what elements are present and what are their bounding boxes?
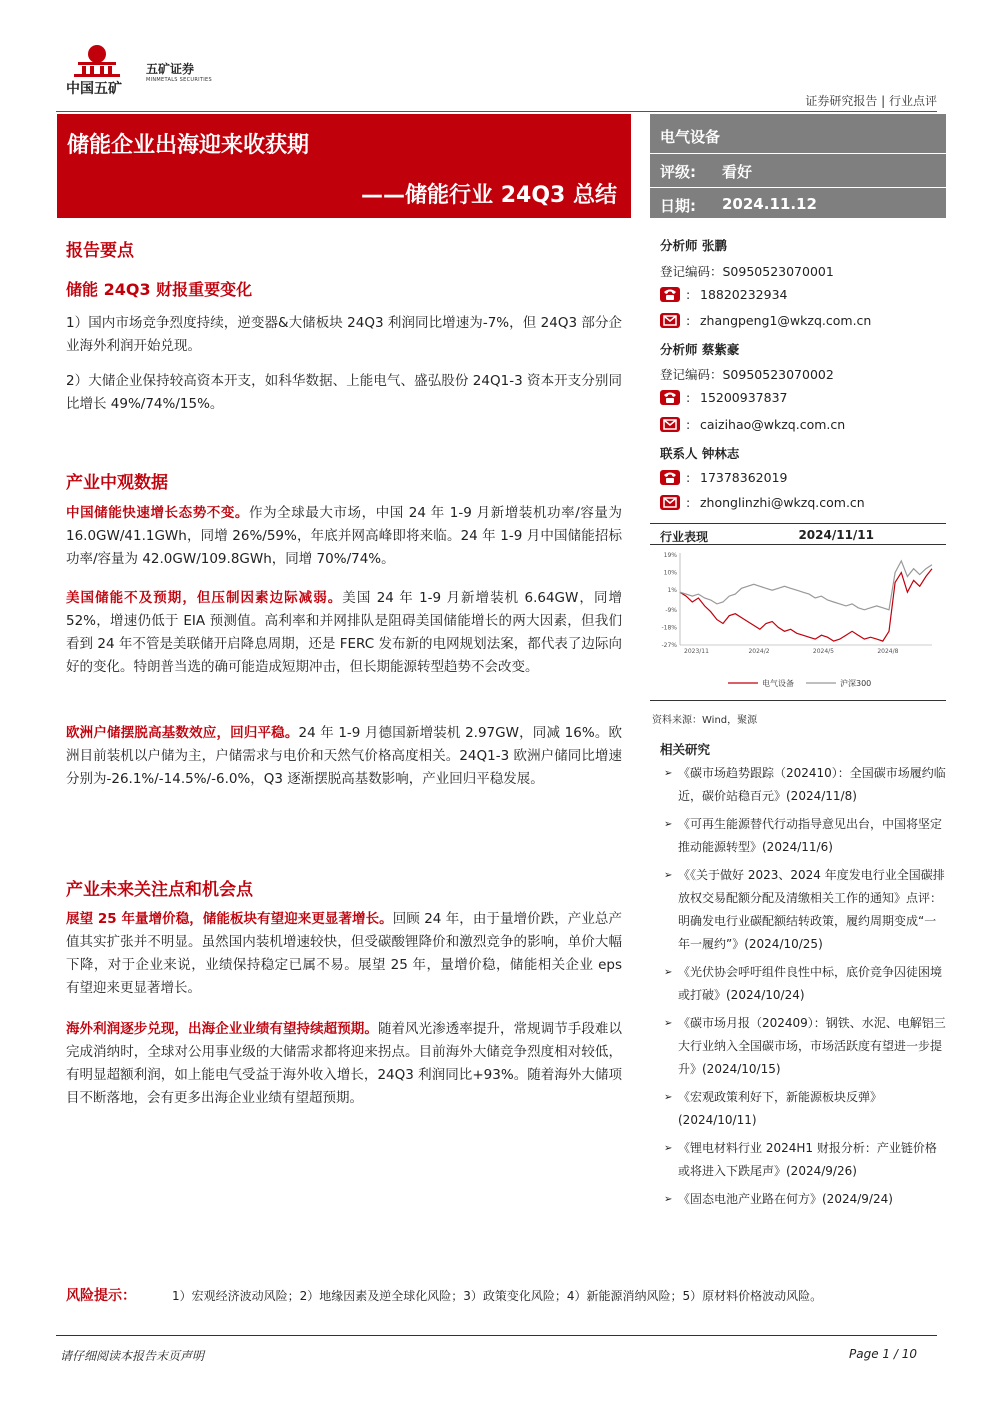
related-item[interactable] <box>664 864 946 956</box>
email-icon <box>660 313 680 328</box>
highlight-text: 中国储能快速增长态势不变。 <box>66 505 250 521</box>
future-heading: 产业未来关注点和机会点 <box>66 880 253 900</box>
x-tick-label: 2023/11 <box>684 648 709 655</box>
body-text: 作为全球最大市场，中国 24 年 1-9 月新增装机功率/容量为 16.0GW/41.1GWh，同增 26%/59%，年底并网高峰即将来临。24 年 1-9 月中国储能招标功率/容量为 42.0GW/109.8GWh，同增 70%/74%。 <box>66 505 622 567</box>
analyst-2-name: 分析师 蔡紫豪 <box>660 342 740 357</box>
footer-divider <box>56 1335 937 1336</box>
colon: : <box>686 287 691 302</box>
related-item[interactable] <box>664 1188 946 1211</box>
analyst-1-phone: 18820232934 <box>700 287 788 302</box>
related-item-text: 《固态电池产业路在何方》(2024/9/24) <box>678 1192 893 1206</box>
future-paragraph-1 <box>66 908 622 1000</box>
highlight-text: 海外利润逐步兑现，出海企业业绩有望持续超预期。 <box>66 1021 378 1037</box>
colon: : <box>686 470 691 485</box>
chevron-right-icon: ➢ <box>664 768 673 779</box>
related-item-text: 《碳市场月报（202409）：钢铁、水泥、电解铝三大行业纳入全国碳市场，市场活跃度有望进一步提升》(2024/10/15) <box>678 1016 946 1076</box>
x-tick-label: 2024/5 <box>812 648 834 655</box>
page-number: Page 1 / 10 <box>849 1347 917 1361</box>
analyst-1-name: 分析师 张鹏 <box>660 238 727 253</box>
chevron-right-icon: ➢ <box>664 870 673 881</box>
risk-warning <box>66 1285 822 1305</box>
industry-heading: 产业中观数据 <box>66 473 168 493</box>
related-item[interactable] <box>664 961 946 1007</box>
report-type: 证券研究报告 | 行业点评 <box>805 94 937 108</box>
colon: : <box>686 313 691 328</box>
body-text: 24 年 1-9 月德国新增装机 2.97GW，同减 16%。欧洲目前装机以户储为主，户储需求与电价和天然气价格高度相关。24Q1-3 欧洲户储同比增速分别为-26.1%/-14.5%/-6.0%，Q3 逐渐摆脱高基数影响，产业回归平稳发展。 <box>66 725 623 787</box>
email-icon <box>660 417 680 432</box>
future-paragraph-2 <box>66 1018 622 1110</box>
industry-paragraph-2 <box>66 587 622 679</box>
highlight-text: 展望 25 年量增价稳，储能板块有望迎来更显著增长。 <box>66 911 393 927</box>
risk-label: 风险提示： <box>66 1288 136 1304</box>
analyst-1-email[interactable]: zhangpeng1@wkzq.com.cn <box>700 313 872 328</box>
y-tick-label: 10% <box>663 569 677 577</box>
highlight-text: 美国储能不及预期，但压制因素边际减弱。 <box>66 590 343 606</box>
colon: : <box>686 390 691 405</box>
related-item[interactable] <box>664 1012 946 1081</box>
industry-paragraph-3 <box>66 722 622 791</box>
chart-divider <box>650 700 946 701</box>
legend-label: 电气设备 <box>762 679 794 688</box>
phone-icon <box>660 287 680 302</box>
summary-paragraph-2: 2）大储企业保持较高资本开支，如科华数据、上能电气、盛弘股份 24Q1-3 资本开支分别同比增长 49%/74%/15%。 <box>66 373 622 412</box>
related-item-text: 《可再生能源替代行动指导意见出台，中国将坚定推动能源转型》(2024/11/6) <box>678 817 943 854</box>
rating-label: 评级: <box>660 163 696 181</box>
phone-icon <box>660 470 680 485</box>
y-tick-label: -9% <box>665 606 677 614</box>
y-tick-label: -18% <box>661 624 677 632</box>
chevron-right-icon: ➢ <box>664 1018 673 1029</box>
highlight-text: 欧洲户储摆脱高基数效应，回归平稳。 <box>66 725 299 741</box>
related-list <box>664 762 946 1216</box>
chart-divider <box>650 523 946 524</box>
logo-brand-en: MINMETALS SECURITIES <box>146 77 212 83</box>
logo-emblem-icon <box>62 40 132 78</box>
chart-title: 行业表现 <box>660 530 709 544</box>
company-logo <box>62 40 222 100</box>
related-item[interactable] <box>664 1137 946 1183</box>
performance-chart <box>650 525 946 697</box>
y-tick-label: -27% <box>661 642 677 649</box>
legend-label: 沪深300 <box>840 679 872 688</box>
logo-brand-name: 五矿证券 <box>146 62 195 76</box>
chevron-right-icon: ➢ <box>664 1092 673 1103</box>
related-heading: 相关研究 <box>660 742 711 757</box>
chart-plot <box>650 525 946 697</box>
summary-paragraph-1: 1）国内市场竞争烈度持续，逆变器&大储板块 24Q3 利润同比增速为-7%，但 24Q3 部分企业海外利润开始兑现。 <box>66 315 622 354</box>
data-source: 资料来源：Wind，聚源 <box>652 715 758 726</box>
chevron-right-icon: ➢ <box>664 1143 673 1154</box>
chevron-right-icon: ➢ <box>664 819 673 830</box>
info-divider <box>650 187 946 188</box>
related-item-text: 《碳市场趋势跟踪（202410）：全国碳市场履约临近，碳价站稳百元》(2024/11/8) <box>678 766 946 803</box>
x-tick-label: 2024/2 <box>748 648 770 655</box>
info-divider <box>650 153 946 154</box>
phone-icon <box>660 390 680 405</box>
related-item[interactable] <box>664 1086 946 1132</box>
analyst-2-email[interactable]: caizihao@wkzq.com.cn <box>700 417 846 432</box>
summary-heading: 报告要点 <box>66 241 134 261</box>
body-text: 美国 24 年 1-9 月新增装机 6.64GW，同增 52%，增速仍低于 EIA 预测值。高利率和并网排队是阻碍美国储能增长的两大因素，但我们看到 24 年不管是美联储开启降息周期，还是 FERC 发布新的电网规划法案，都代表了边际向好的变化。特朗普当选的确可能造成短期冲击，但长期能源转型趋势不会改变。 <box>66 590 622 675</box>
email-icon <box>660 495 680 510</box>
related-item[interactable] <box>664 762 946 808</box>
header-divider <box>56 111 937 112</box>
logo-company-name: 中国五矿 <box>66 81 122 97</box>
chart-date: 2024/11/11 <box>798 528 874 542</box>
x-tick-label: 2024/8 <box>877 648 899 655</box>
related-item-text: 《锂电材料行业 2024H1 财报分析：产业链价格或将进入下跌尾声》(2024/9/26) <box>678 1141 937 1178</box>
chevron-right-icon: ➢ <box>664 1194 673 1205</box>
footer-disclaimer: 请仔细阅读本报告末页声明 <box>60 1349 205 1363</box>
related-item-text: 《《关于做好 2023、2024 年度发电行业全国碳排放权交易配额分配及清缴相关工作的通知》点评：明确发电行业碳配额结转政策，履约周期变成“一年一履约”》(2024/10/25) <box>678 868 945 951</box>
body-text: 随着风光渗透率提升，常规调节手段难以完成消纳时，全球对公用事业级的大储需求都将迎来拐点。目前海外大储竞争烈度相对较低，有明显超额利润，如上能电气受益于海外收入增长，24Q3 利润同比+93%。随着海外大储项目不断落地，会有更多出海企业业绩有望超预期。 <box>66 1021 622 1106</box>
colon: : <box>686 417 691 432</box>
analyst-2-reg: 登记编码：S0950523070002 <box>660 367 834 382</box>
title-banner <box>57 114 631 218</box>
summary-subheading: 储能 24Q3 财报重要变化 <box>66 280 253 299</box>
related-item[interactable] <box>664 813 946 859</box>
body-text: 回顾 24 年，由于量增价跌，产业总产值其实扩张并不明显。虽然国内装机增速较快，但受碳酸锂降价和激烈竞争的影响，单价大幅下降，对于企业来说，业绩保持稳定已属不易。展望 25 年，量增价稳，储能相关企业 eps 有望迎来更显著增长。 <box>66 911 622 996</box>
related-item-text: 《宏观政策利好下，新能源板块反弹》(2024/10/11) <box>678 1090 883 1127</box>
contact-email[interactable]: zhonglinzhi@wkzq.com.cn <box>700 495 865 510</box>
analyst-1-reg: 登记编码：S0950523070001 <box>660 264 834 279</box>
industry-name: 电气设备 <box>660 128 721 146</box>
rating-box <box>650 114 946 218</box>
analyst-2-phone: 15200937837 <box>700 390 788 405</box>
rating-value: 看好 <box>722 163 753 181</box>
chevron-right-icon: ➢ <box>664 967 673 978</box>
date-value: 2024.11.12 <box>722 195 817 213</box>
colon: : <box>686 495 691 510</box>
industry-paragraph-1 <box>66 502 622 571</box>
date-label: 日期: <box>660 197 696 215</box>
risk-text: 1）宏观经济波动风险；2）地缘因素及逆全球化风险；3）政策变化风险；4）新能源消纳风险；5）原材料价格波动风险。 <box>172 1289 823 1303</box>
related-item-text: 《光伏协会呼吁组件良性中标，底价竞争囚徒困境或打破》(2024/10/24) <box>678 965 943 1002</box>
contact-phone: 17378362019 <box>700 470 788 485</box>
report-subtitle: ——储能行业 24Q3 总结 <box>361 183 617 208</box>
report-title: 储能企业出海迎来收获期 <box>67 133 310 158</box>
contact-name: 联系人 钟林志 <box>660 446 740 461</box>
y-tick-label: 19% <box>663 552 677 559</box>
y-tick-label: 1% <box>667 587 677 595</box>
